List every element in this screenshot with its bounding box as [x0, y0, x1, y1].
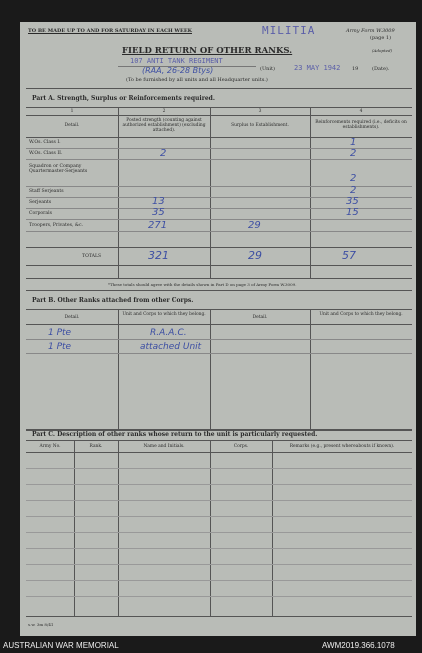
posted-value: 35: [152, 207, 165, 218]
reinf-value: 1: [350, 137, 357, 148]
col-header-posted: Posted strength (counting against authorized establishment) (excluding attached).: [122, 118, 206, 133]
surplus-value: 29: [248, 220, 261, 231]
reinf-value: 2: [350, 173, 357, 184]
reinf-value: 2: [350, 185, 357, 196]
row-label: W.Os. Class I.: [29, 140, 61, 145]
total-reinf: 57: [342, 249, 356, 262]
footer-catalogue-number: AWM2019.366.1078: [322, 641, 395, 650]
attached-unit: attached Unit: [140, 342, 202, 352]
col-number: 2: [162, 109, 166, 114]
reinf-value: 15: [346, 207, 359, 218]
col-header-surplus: Surplus to Establishment.: [231, 123, 289, 128]
col-number: 3: [258, 109, 262, 114]
date-year-prefix: 19: [352, 66, 359, 72]
part-b-table: [26, 309, 412, 429]
footer-bar: [0, 638, 422, 653]
attached-detail: 1 Pte: [48, 328, 72, 338]
reinf-value: 2: [350, 148, 357, 159]
col-header-detail: Detail.: [64, 123, 80, 128]
date-entry: 23 MAY 1942: [294, 64, 341, 72]
col-header-name: Name and Initials.: [143, 444, 185, 449]
page-number: (page 1): [370, 35, 392, 41]
date-label: (Date).: [372, 66, 390, 72]
total-surplus: 29: [248, 249, 262, 262]
col-number: 1: [70, 109, 74, 114]
unit-sub-entry: (RAA, 26-28 Btys): [142, 66, 214, 75]
totals-label: TOTALS: [82, 254, 102, 259]
form-number: Army Form W.3009: [346, 28, 395, 34]
row-label: Serjeants: [29, 200, 52, 205]
unit-entry: 107 ANTI TANK REGIMENT: [130, 57, 223, 65]
posted-value: 13: [152, 196, 165, 207]
totals-note: *These totals should agree with the details shown in Part D on page 3 of Army Form W.3009.: [108, 282, 297, 287]
footer-left-credit: AUSTRALIAN WAR MEMORIAL: [3, 641, 119, 650]
row-label: Corporals: [29, 211, 52, 216]
print-code: s.w. 3m 8/41: [28, 622, 54, 627]
attached-detail: 1 Pte: [48, 342, 72, 352]
col-number: 4: [359, 109, 363, 114]
col-header-unit-corps: Unit and Corps to which they belong.: [122, 312, 206, 317]
attached-unit: R.A.A.C.: [150, 328, 187, 338]
divider: [26, 88, 412, 89]
posted-value: 271: [148, 220, 168, 231]
col-header-unit-corps: Unit and Corps to which they belong.: [319, 312, 403, 317]
row-label: W.Os. Class II.: [29, 151, 63, 156]
part-c-table: [26, 440, 412, 616]
col-header-army-no: Army No.: [39, 444, 61, 449]
militia-stamp: MILITIA: [262, 24, 316, 37]
page-title: FIELD RETURN OF OTHER RANKS.: [122, 46, 293, 56]
col-header-reinforcements: Reinforcements required (i.e., deficits on establishments).: [315, 120, 407, 130]
posted-value: 2: [160, 148, 167, 159]
total-posted: 321: [148, 249, 169, 262]
unit-label: (Unit): [260, 66, 275, 72]
furnish-note: (To be furnished by all units and all Headquarter units.): [126, 77, 268, 83]
part-a-title: Part A. Strength, Surplus or Reinforcements required.: [32, 95, 215, 102]
row-label: Squadron or Company Quartermaster-Serjeants: [29, 164, 88, 174]
form-sheet: [20, 22, 416, 636]
row-label: Staff Serjeants: [29, 189, 64, 194]
col-header-rank: Rank.: [89, 444, 103, 449]
row-label: Troopers, Privates, &c.: [29, 223, 83, 228]
col-header-remarks: Remarks (e.g., present whereabouts if known).: [289, 444, 395, 449]
top-note: TO BE MADE UP TO AND FOR SATURDAY IN EACH WEEK: [28, 28, 192, 34]
col-header-corps: Corps.: [233, 444, 249, 449]
reinf-value: 35: [346, 196, 359, 207]
col-header-detail: Detail.: [252, 315, 268, 320]
adopted-label: (Adopted): [372, 48, 393, 53]
part-a-table: [26, 107, 412, 279]
part-c-title: Part C. Description of other ranks whose return to the unit is particularly requested.: [32, 431, 318, 438]
part-b-title: Part B. Other Ranks attached from other Corps.: [32, 297, 194, 304]
col-header-detail: Detail.: [64, 315, 80, 320]
